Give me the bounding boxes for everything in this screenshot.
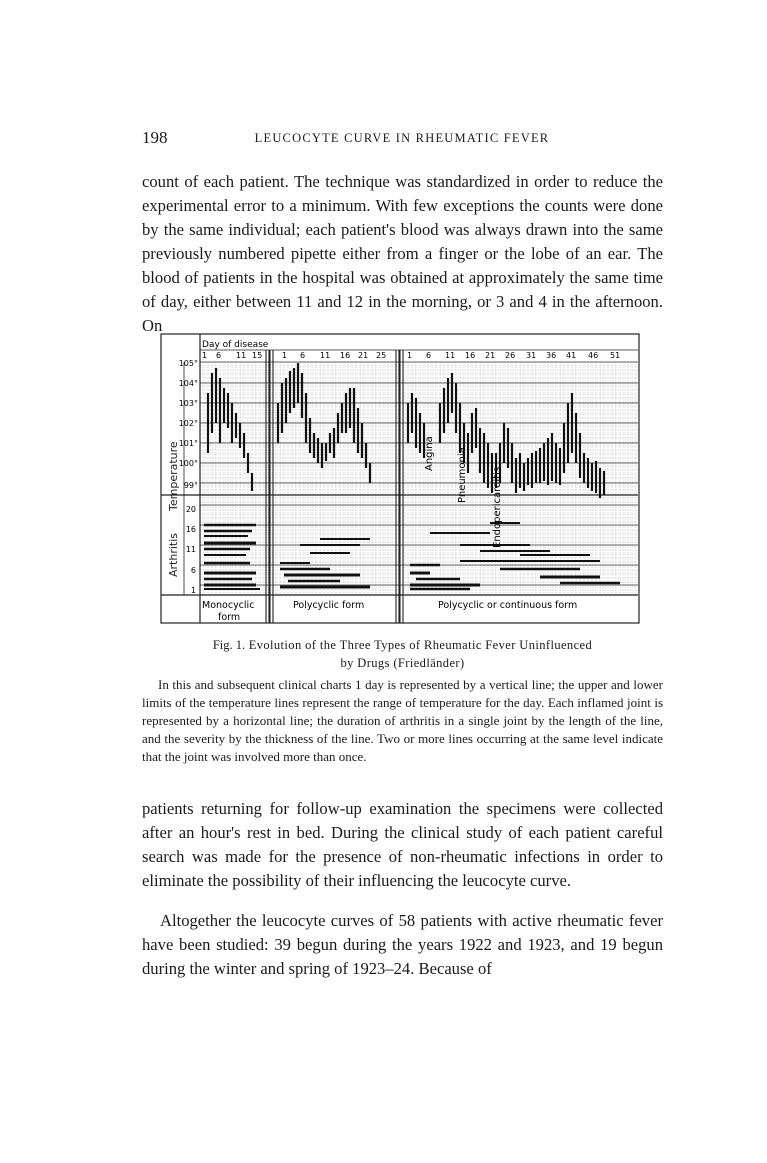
day-tick-label: 1 [407, 351, 413, 360]
day-of-disease-label: Day of disease [202, 340, 269, 350]
day-tick-label: 16 [465, 351, 476, 360]
arthritis-axis-label: Arthritis [167, 532, 180, 577]
figure-1-chart [160, 333, 640, 625]
arthritis-tick-label: 20 [185, 505, 196, 514]
day-tick-label: 6 [216, 351, 222, 360]
day-tick-label: 51 [610, 351, 621, 360]
figure-caption: In this and subsequent clinical charts 1 day is represented by a vertical line; the upper and lower limits of the temperature lines represent the range of temperature for the day. Each inflamed joint is represented by a horizontal line; the duration of arthritis in a single joint by the length of the line, and the severity by the thickness of the line. Two or more lines occurring at the same level indicate that the joint was involved more than once. [142, 677, 663, 764]
day-tick-label: 25 [376, 351, 387, 360]
day-tick-label: 31 [526, 351, 537, 360]
form-label-polycyclic: Polycyclic form [293, 600, 365, 611]
day-tick-label: 21 [485, 351, 496, 360]
arthritis-tick-label: 11 [185, 545, 196, 554]
day-tick-label: 46 [588, 351, 599, 360]
figure-label: Fig. 1. [212, 638, 246, 652]
day-tick-label: 1 [282, 351, 288, 360]
event-endopericarditis-label: Endopericarditis [492, 466, 503, 548]
paragraph-3: Altogether the leucocyte curves of 58 patients with active rheumatic fever have been studied: 39 begun during the years 1922 and 1923, and 19 begun during the winter and spring of 1923–24. Because of [142, 911, 663, 978]
running-head: LEUCOCYTE CURVE IN RHEUMATIC FEVER [254, 131, 550, 145]
event-angina-label: Angina [424, 436, 435, 471]
day-tick-label: 11 [320, 351, 331, 360]
temp-tick-label: 102° [178, 419, 198, 428]
day-tick-label: 36 [546, 351, 557, 360]
day-tick-label: 16 [340, 351, 351, 360]
temp-tick-label: 99° [183, 481, 198, 490]
day-tick-label: 11 [445, 351, 456, 360]
figure-title-line-1: Evolution of the Three Types of Rheumatic Fever Uninfluenced [248, 638, 593, 652]
day-tick-label: 11 [236, 351, 247, 360]
arthritis-tick-label: 6 [190, 566, 196, 575]
day-tick-label: 41 [566, 351, 577, 360]
day-tick-label: 1 [202, 351, 208, 360]
day-tick-label: 26 [505, 351, 516, 360]
arthritis-tick-label: 1 [190, 586, 196, 595]
paragraph-2: patients returning for follow-up examination the specimens were collected after an hour's rest in bed. During the clinical study of each patient careful search was made for the presence of non-rheumatic infections in order to eliminate the possibility of their influencing the leucocyte curve. [142, 799, 663, 890]
form-label-monocyclic-2: form [218, 612, 241, 623]
temp-tick-label: 104° [178, 379, 198, 388]
page-header [142, 128, 662, 152]
form-label-continuous: Polycyclic or continuous form [438, 600, 578, 611]
figure-title [142, 636, 663, 672]
event-pneumonia-label: Pneumonia [457, 447, 468, 503]
temperature-axis-label: Temperature [167, 441, 180, 511]
temp-tick-label: 105° [178, 359, 198, 368]
paragraph-1: count of each patient. The technique was standardized in order to reduce the experimental error to a minimum. With few exceptions the counts were done by the same individual; each patient's blood was always drawn into the same previously numbered pipette either from a finger or the lobe of an ear. The blood of patients in the hospital was obtained at approximately the same time of day, either between 11 and 12 in the morning, or 3 and 4 in the afternoon. On [142, 172, 663, 335]
temp-tick-label: 101° [178, 439, 198, 448]
temp-tick-label: 100° [178, 459, 198, 468]
day-tick-label: 6 [426, 351, 432, 360]
day-tick-label: 21 [358, 351, 369, 360]
page-number: 198 [142, 128, 168, 147]
clinical-chart [160, 333, 640, 625]
arthritis-tick-label: 16 [185, 525, 196, 534]
temp-tick-label: 103° [178, 399, 198, 408]
day-tick-label: 6 [300, 351, 306, 360]
day-tick-label: 15 [252, 351, 263, 360]
form-label-monocyclic: Monocyclic [202, 600, 255, 611]
figure-title-line-2: by Drugs (Friedländer) [340, 656, 465, 670]
